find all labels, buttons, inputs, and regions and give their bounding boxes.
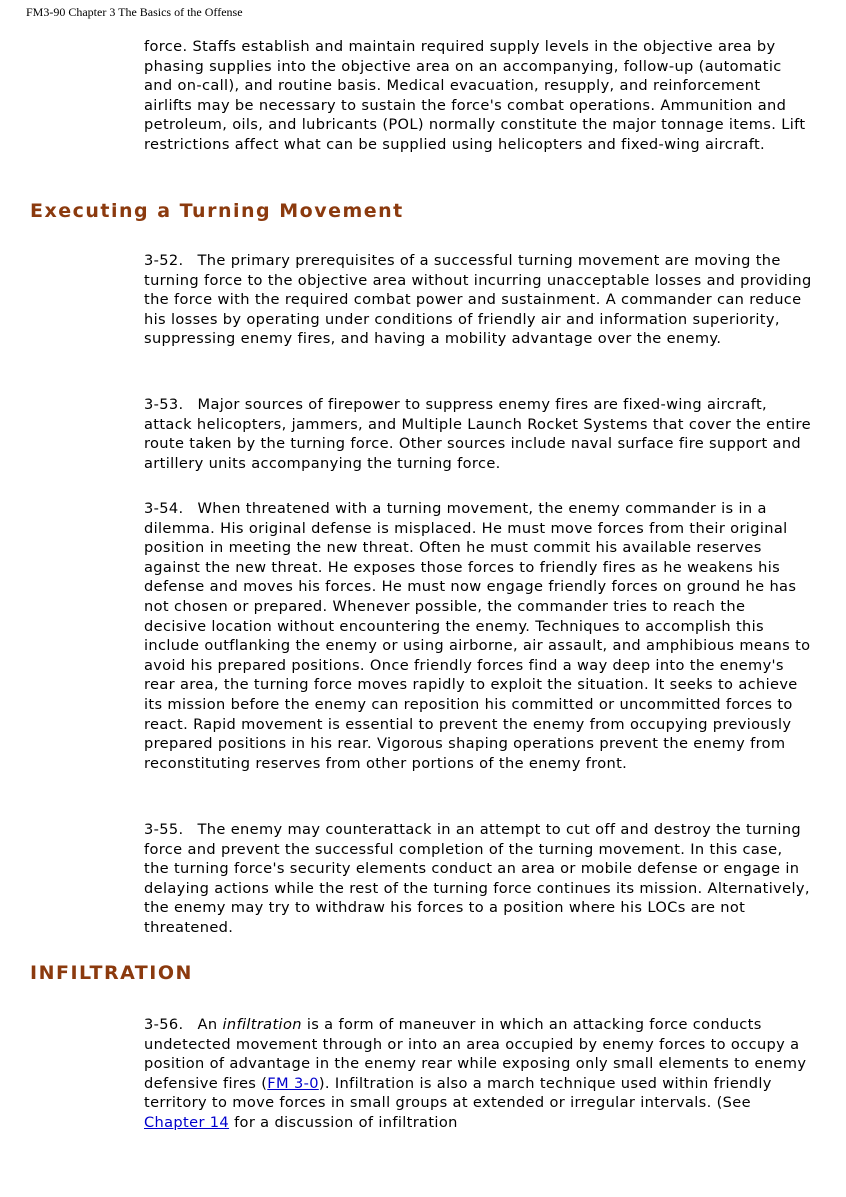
paragraph-text: for a discussion of infiltration [234,1113,458,1131]
section-heading-turning-movement: Executing a Turning Movement [30,200,404,222]
intro-paragraph: force. Staffs establish and maintain required supply levels in the objective area by phasing supplies into the objective area on an accompanying, follow-up (automatic and on-call), and routine basis. Medical evacuation, resupply, and reinforcement airlifts may be necessary to sustain the force's combat operations. Ammunition and petroleum, oils, and lubricants (POL) normally constitute the major tonnage items. Lift restrictions affect what can be supplied using helicopters and fixed-wing aircraft. [144,38,806,153]
paragraph-text: The primary prerequisites of a successful turning movement are moving the turning force to the objective area without incurring unacceptable losses and providing the force with the required combat power and sustainment. A commander can reduce his losses by operating under conditions of friendly air and information superiority, suppressing enemy fires, and having a mobility advantage over the enemy. [144,252,812,348]
paragraph-3-53 [144,395,812,473]
running-header: FM3-90 Chapter 3 The Basics of the Offense [26,5,243,19]
section-heading-infiltration: INFILTRATION [30,962,193,984]
paragraph-3-54 [144,499,812,773]
defined-term: infiltration [222,1016,302,1033]
paragraph-text: The enemy may counterattack in an attempt to cut off and destroy the turning force and prevent the successful completion of the turning movement. In this case, the turning force's security elements conduct an area or mobile defense or engage in delaying actions while the rest of the turning force continues its mission. Alternatively, the enemy may try to withdraw his forces to a position where his LOCs are not threatened. [144,821,810,936]
paragraph-lead: An [197,1016,218,1033]
paragraph-number: 3-54. [144,500,184,517]
paragraph-3-56 [144,1015,812,1133]
paragraph-number: 3-53. [144,396,184,413]
paragraph-3-55 [144,820,812,938]
paragraph-text: When threatened with a turning movement, the enemy commander is in a dilemma. His original defense is misplaced. He must move forces from their original position in meeting the new threat. Often he must commit his available reserves against the new threat. He exposes those forces to friendly fires as he weakens his defense and moves his forces. He must now engage friendly forces on ground he has not chosen or prepared. Whenever possible, the commander tries to reach the decisive location without encountering the enemy. Techniques to accomplish this include outflanking the enemy or using airborne, air assault, and amphibious means to avoid his prepared positions. Once friendly forces find a way deep into the enemy's rear area, the turning force moves rapidly to exploit the situation. It seeks to achieve its mission before the enemy can reposition his committed or uncommitted forces to react. Rapid movement is essential to prevent the enemy from occupying previously prepared positions in his rear. Vigorous shaping operations prevent the enemy from reconstituting reserves from other portions of the enemy front. [144,500,811,772]
paragraph-number: 3-55. [144,821,184,838]
fm-3-0-link[interactable]: FM 3-0 [267,1074,319,1092]
chapter-14-link[interactable]: Chapter 14 [144,1113,230,1131]
paragraph-text: Major sources of firepower to suppress enemy fires are fixed-wing aircraft, attack helicopters, jammers, and Multiple Launch Rocket Systems that cover the entire route taken by the turning force. Other sources include naval surface fire support and artillery units accompanying the turning force. [144,396,811,472]
paragraph-3-52 [144,251,812,349]
paragraph-number: 3-52. [144,252,184,269]
paragraph-text: is a form of maneuver in which an attacking force conducts undetected movement through or into an area occupied by enemy forces to occupy a position of advantage in the enemy rear while exposing only small elements to enemy defensive fires ( [144,1016,807,1092]
paragraph-number: 3-56. [144,1016,184,1033]
paragraph-text: ). Infiltration is also a march technique used within friendly territory to move forces in small groups at extended or irregular intervals. (See [144,1074,772,1112]
